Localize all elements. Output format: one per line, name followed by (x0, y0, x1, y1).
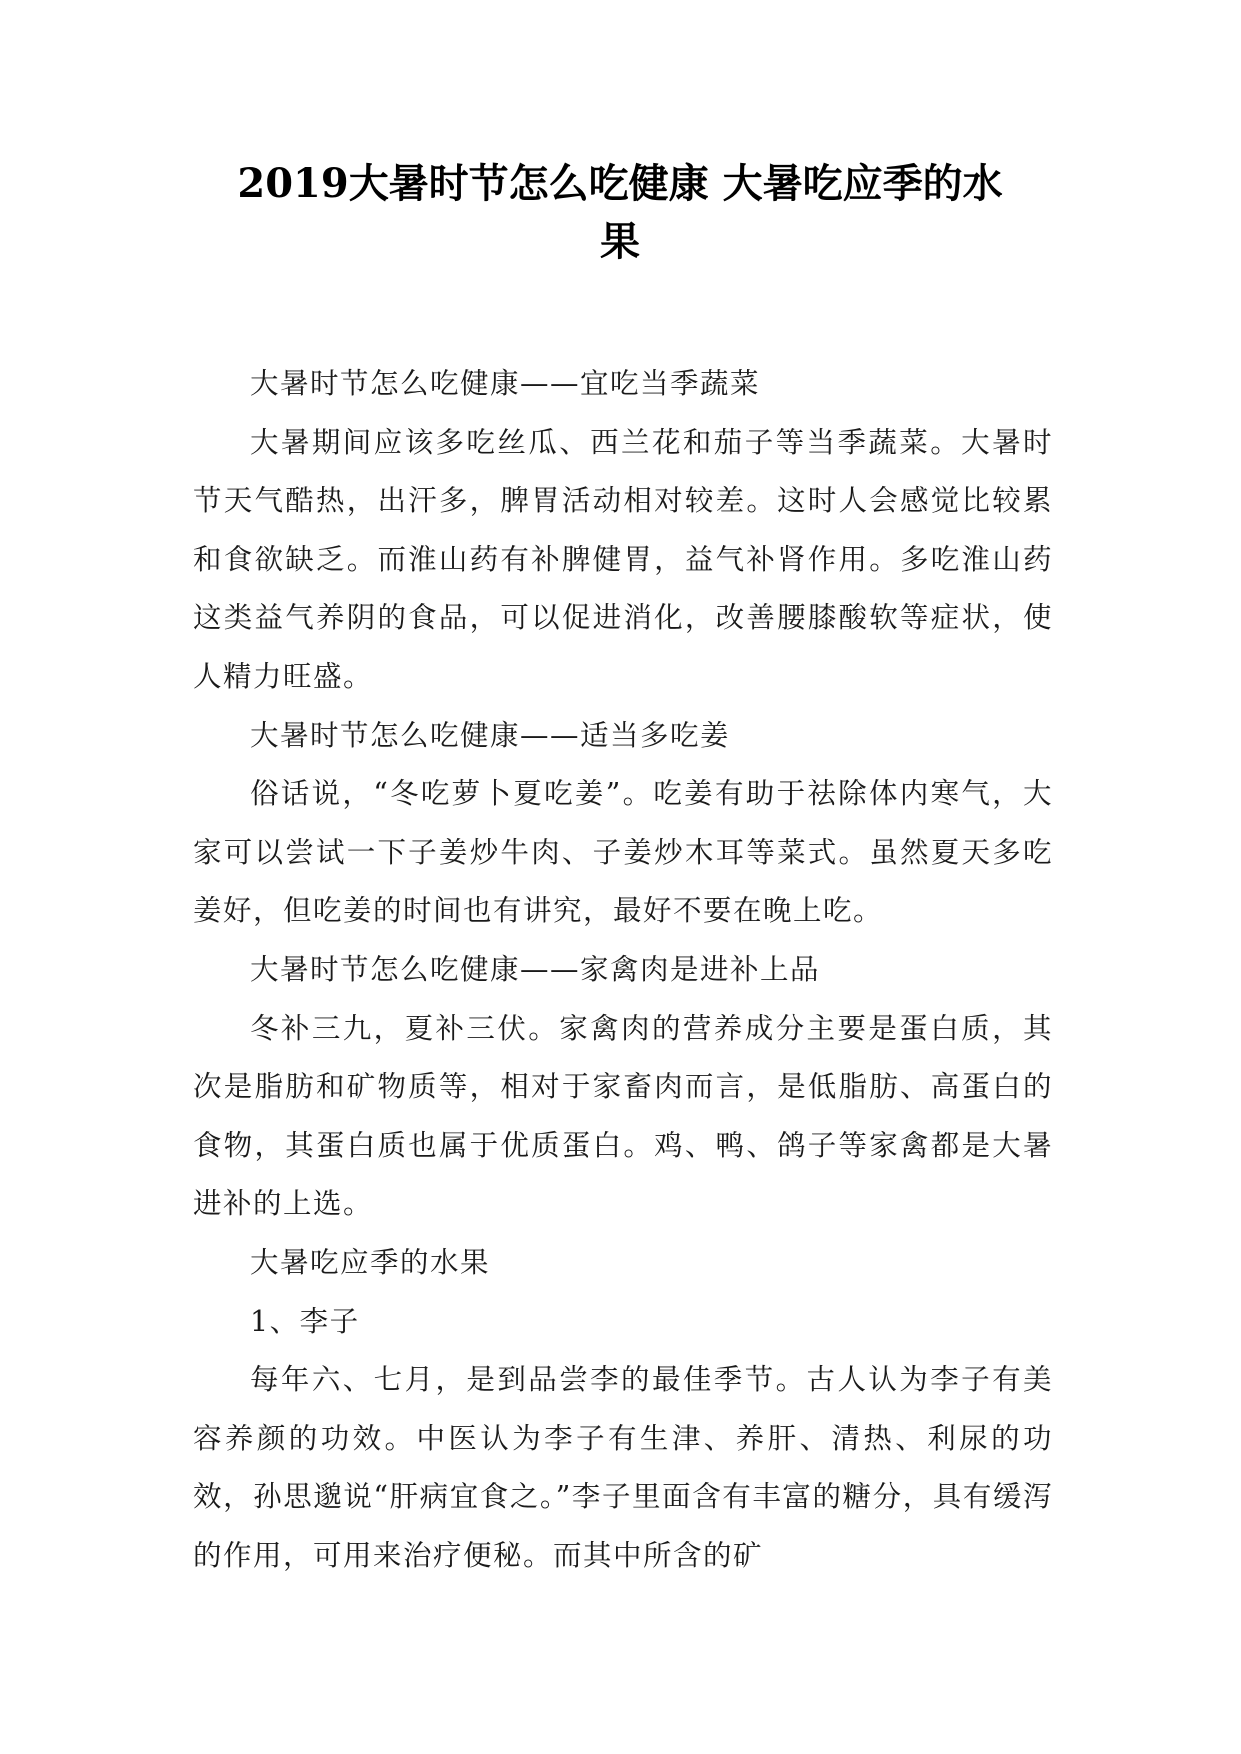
title-line-1: 2019大暑时节怎么吃健康 大暑吃应季的水 (237, 160, 1003, 207)
document-body (193, 355, 1053, 1585)
paragraph-plum: 每年六、七月，是到品尝李的最佳季节。古人认为李子有美容养颜的功效。中医认为李子有生津、养肝、清热、利尿的功效，孙思邈说“肝病宜食之。”李子里面含有丰富的糖分，具有缓泻的作用，可用来治疗便秘。而其中所含的矿 (193, 1363, 1053, 1572)
section-heading-fruits: 大暑吃应季的水果 (250, 1245, 491, 1279)
list-item-plum-heading: 1、李子 (250, 1304, 360, 1338)
document-title (190, 155, 1050, 271)
section-heading-vegetables: 大暑时节怎么吃健康——宜吃当季蔬菜 (250, 367, 761, 400)
title-line-2: 果 (600, 218, 640, 265)
paragraph-vegetables: 大暑期间应该多吃丝瓜、西兰花和茄子等当季蔬菜。大暑时节天气酷热，出汗多，脾胃活动相对较差。这时人会感觉比较累和食欲缺乏。而淮山药有补脾健胃，益气补肾作用。多吃淮山药这类益气养阴的食品，可以促进消化，改善腰膝酸软等症状，使人精力旺盛。 (193, 425, 1053, 693)
section-heading-poultry: 大暑时节怎么吃健康——家禽肉是进补上品 (250, 952, 821, 986)
paragraph-poultry: 冬补三九，夏补三伏。家禽肉的营养成分主要是蛋白质，其次是脂肪和矿物质等，相对于家畜肉而言，是低脂肪、高蛋白的食物，其蛋白质也属于优质蛋白。鸡、鸭、鸽子等家禽都是大暑进补的上选。 (193, 1011, 1053, 1221)
paragraph-ginger: 俗话说，“冬吃萝卜夏吃姜”。吃姜有助于祛除体内寒气，大家可以尝试一下子姜炒牛肉、子姜炒木耳等菜式。虽然夏天多吃姜好，但吃姜的时间也有讲究，最好不要在晚上吃。 (193, 777, 1053, 928)
section-heading-ginger: 大暑时节怎么吃健康——适当多吃姜 (250, 718, 731, 752)
